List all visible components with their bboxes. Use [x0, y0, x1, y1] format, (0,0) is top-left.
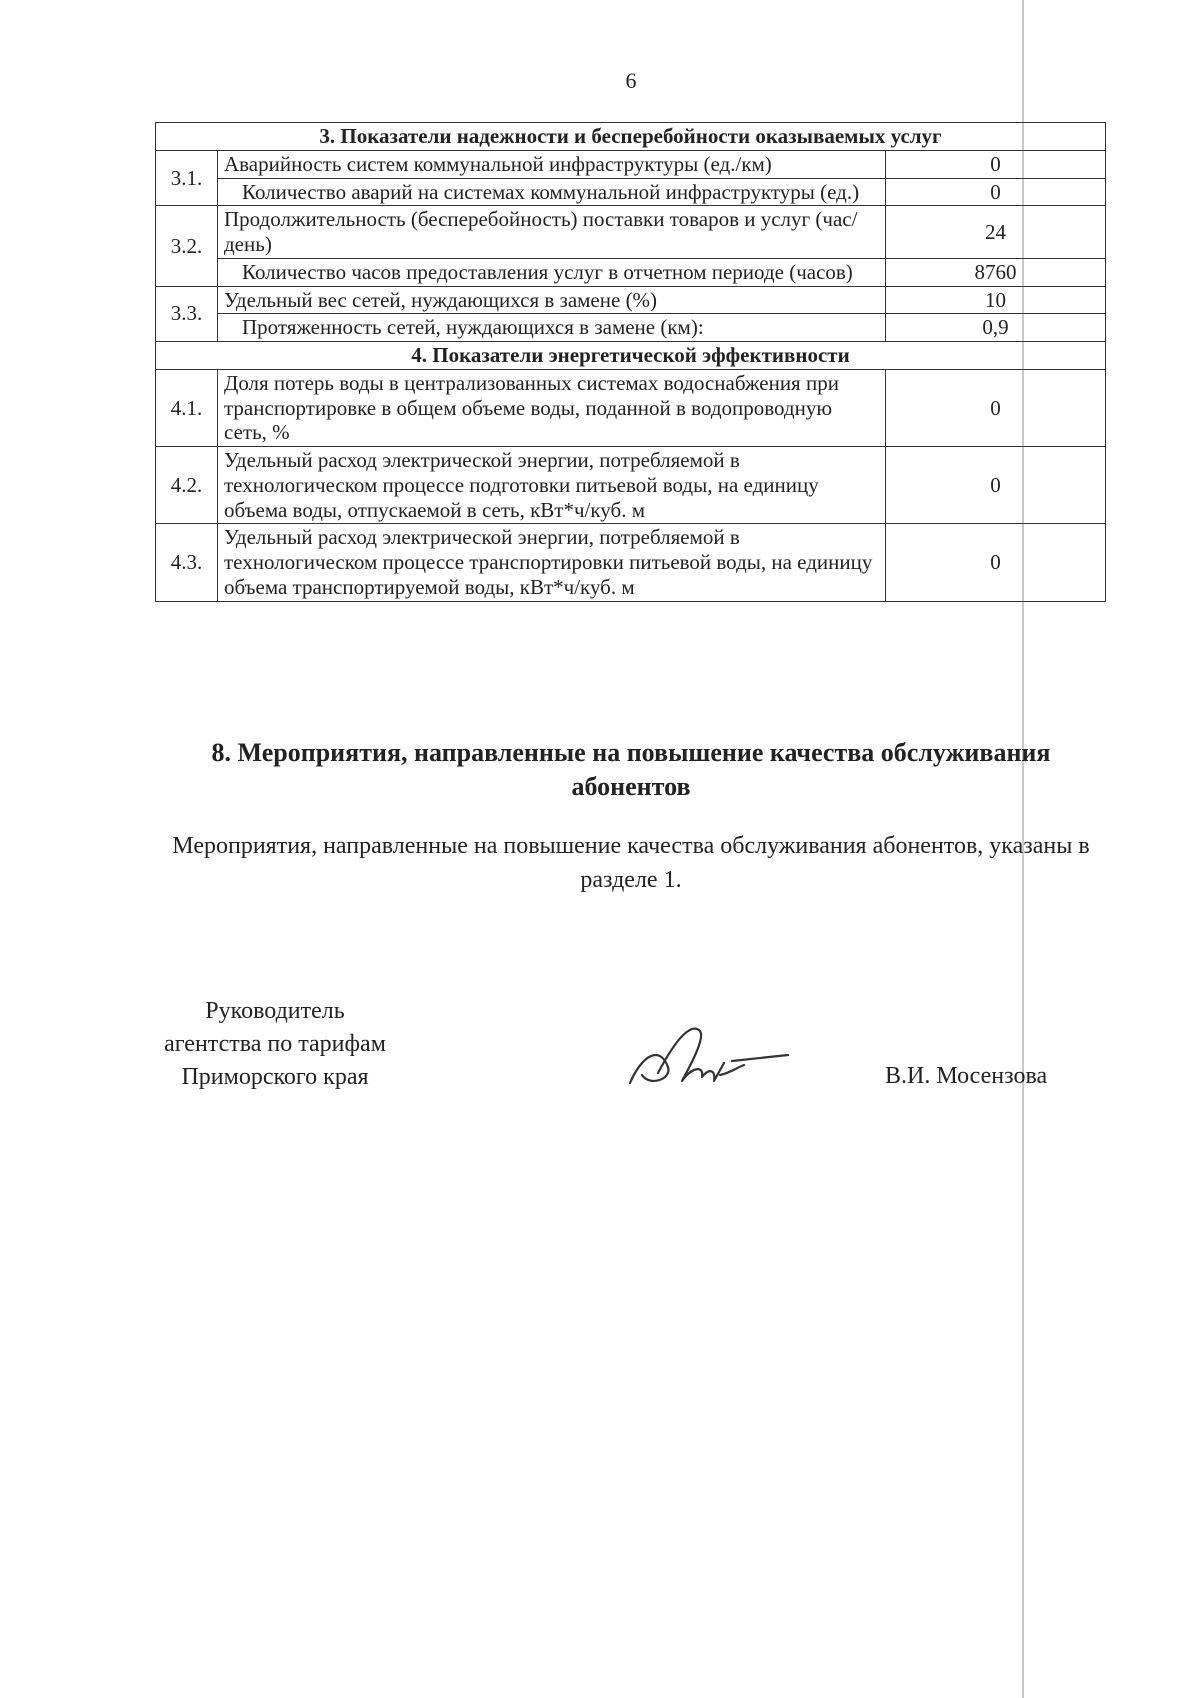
indicator-value: 0 — [886, 524, 1106, 601]
indicator-label: Количество часов предоставления услуг в отчетном периоде (часов) — [218, 258, 886, 286]
indicator-value: 10 — [886, 286, 1106, 314]
section8-text: Мероприятия, направленные на повышение качества обслуживания абонентов, указаны в разделе 1. — [172, 833, 1090, 893]
table-row — [156, 314, 1106, 342]
table-row — [156, 258, 1106, 286]
position-line: Приморского края — [181, 1064, 369, 1091]
indicator-label: Удельный расход электрической энергии, потребляемой в технологическом процессе подготовки питьевой воды, на единицу объема воды, отпускаемой в сеть, кВт*ч/куб. м — [218, 447, 886, 524]
table-row — [156, 178, 1106, 206]
indicator-label: Удельный вес сетей, нуждающихся в замене (%) — [218, 286, 886, 314]
position-line: агентства по тарифам — [164, 1031, 386, 1058]
section4-header-row — [156, 342, 1106, 370]
indicator-value: 0 — [886, 150, 1106, 178]
indicator-value: 24 — [886, 206, 1106, 259]
table-row — [156, 150, 1106, 178]
signatory-position — [130, 995, 420, 1094]
handwritten-signature — [620, 1015, 795, 1095]
position-line: Руководитель — [205, 998, 345, 1024]
section8-heading: 8. Мероприятия, направленные на повышение качества обслуживания абонентов — [211, 738, 1051, 801]
section4-title: 4. Показатели энергетической эффективности — [156, 342, 1106, 370]
indicator-value: 0 — [886, 447, 1106, 524]
row-number: 4.2. — [156, 447, 218, 524]
indicators-table — [155, 122, 1106, 602]
indicator-value: 8760 — [886, 258, 1106, 286]
table-row — [156, 206, 1106, 259]
table-row — [156, 286, 1106, 314]
indicator-label: Продолжительность (бесперебойность) поставки товаров и услуг (час/день) — [218, 206, 886, 259]
row-number: 4.3. — [156, 524, 218, 601]
signatory-name: В.И. Мосензова — [885, 1063, 1048, 1089]
indicator-value: 0,9 — [886, 314, 1106, 342]
page-number: 6 — [625, 68, 637, 93]
indicator-value: 0 — [886, 178, 1106, 206]
row-number: 3.2. — [156, 206, 218, 286]
row-number: 4.1. — [156, 369, 218, 446]
section3-title: 3. Показатели надежности и бесперебойности оказываемых услуг — [156, 123, 1106, 151]
row-number: 3.3. — [156, 286, 218, 342]
indicator-value: 0 — [886, 369, 1106, 446]
section3-header-row — [156, 123, 1106, 151]
indicator-label: Удельный расход электрической энергии, потребляемой в технологическом процессе транспортировки питьевой воды, на единицу объема транспортируемой воды, кВт*ч/куб. м — [218, 524, 886, 601]
table-row — [156, 447, 1106, 524]
indicator-label: Количество аварий на системах коммунальной инфраструктуры (ед.) — [218, 178, 886, 206]
indicator-label: Аварийность систем коммунальной инфраструктуры (ед./км) — [218, 150, 886, 178]
table-row — [156, 524, 1106, 601]
indicator-label: Протяженность сетей, нуждающихся в замене (км): — [218, 314, 886, 342]
table-row — [156, 369, 1106, 446]
indicator-label: Доля потерь воды в централизованных системах водоснабжения при транспортировке в общем объеме воды, поданной в водопроводную сеть, % — [218, 369, 886, 446]
row-number: 3.1. — [156, 150, 218, 206]
